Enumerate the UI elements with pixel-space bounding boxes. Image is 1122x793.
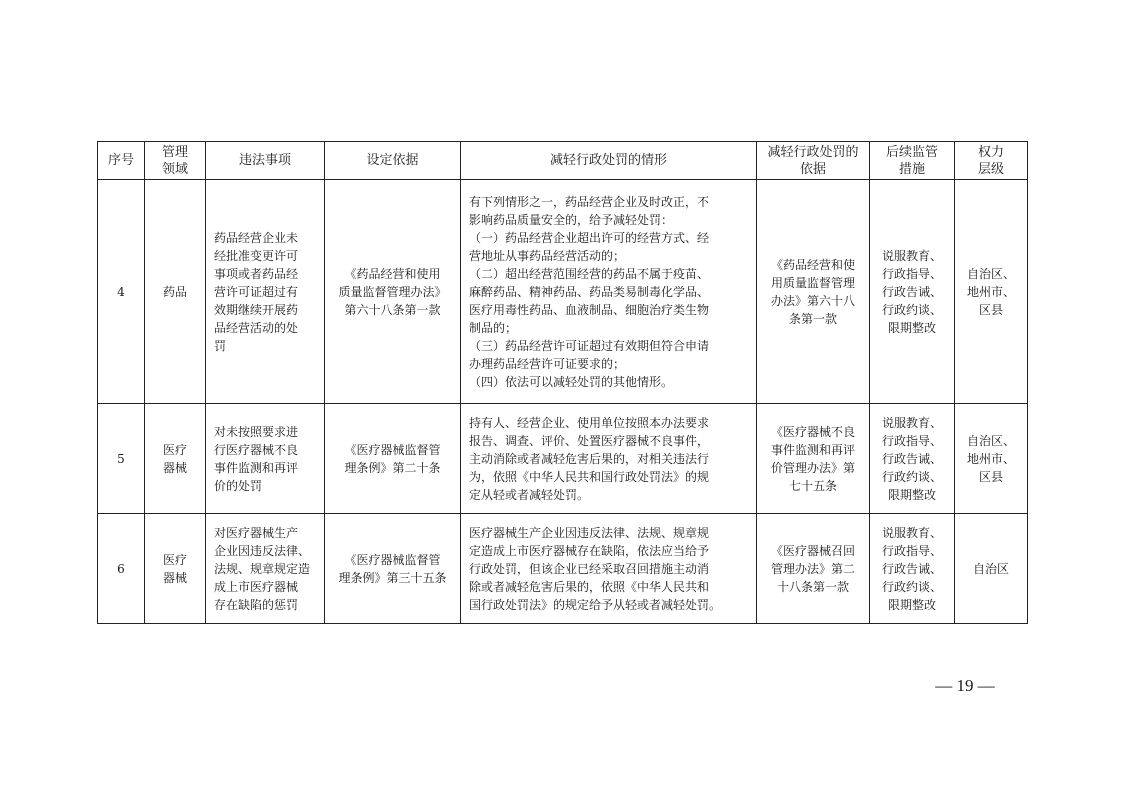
cell-domain (145, 180, 206, 404)
text-line: 十八条第一款 (776, 579, 849, 594)
text-line: 条第一款 (788, 311, 837, 326)
cell-circumstances (461, 404, 757, 514)
cell-no (98, 404, 145, 514)
text-line: （三）药品经营许可证超过有效期但符合申请 (469, 338, 710, 353)
mitigation-basis-text (757, 423, 869, 495)
text-line: 医疗用毒性药品、血液制品、细胞治疗类生物 (469, 302, 710, 317)
text-line: 违法事项 (238, 153, 291, 168)
cell-violation (206, 514, 325, 624)
text-line: 定从轻或者减轻处罚。 (469, 487, 590, 502)
text-line: 价的处罚 (214, 478, 263, 493)
text-line: 对未按照要求进 (214, 424, 299, 439)
text-line: 第六十八条第一款 (344, 302, 441, 317)
penalty-table (97, 141, 1028, 624)
text-line: 行政处罚，但该企业已经采取召回措施主动消 (469, 561, 710, 576)
cell-circumstances (461, 180, 757, 404)
text-line: 地州市、 (966, 284, 1015, 299)
header-no (98, 142, 145, 180)
circumstances-text (461, 193, 756, 391)
text-line: 效期继续开展药 (214, 302, 299, 317)
text-line: 说服教育、 (881, 525, 942, 540)
text-line: 主动消除或者减轻危害后果的，对相关违法行 (469, 451, 710, 466)
mitigation-basis-text (757, 256, 869, 328)
cell-domain (145, 514, 206, 624)
header-supervision (870, 142, 955, 180)
text-line: 地州市、 (966, 451, 1015, 466)
header-row (98, 142, 1028, 180)
text-line: 《药品经营和使 (770, 257, 855, 272)
level-text (955, 432, 1027, 486)
header-mitigation-basis (757, 142, 870, 180)
text-line: 品经营活动的处 (214, 320, 299, 335)
text-line: 办法》第六十八 (770, 293, 855, 308)
header-violation (206, 142, 325, 180)
text-line: 药品经营企业未 (214, 230, 299, 245)
cell-mitigation-basis (757, 180, 870, 404)
text-line: 办理药品经营许可证要求的； (469, 356, 626, 371)
domain-text (145, 441, 205, 477)
text-line: 器械 (162, 570, 187, 585)
text-line: 器械 (162, 460, 187, 475)
text-line: 营地址从事药品经营活动的； (469, 248, 626, 263)
level-text (955, 560, 1027, 578)
circumstances-text (461, 524, 756, 614)
text-line: （二）超出经营范围经营的药品不属于疫苗、 (469, 266, 710, 281)
text-line: 限期整改 (887, 320, 936, 335)
text-line: 事项或者药品经 (214, 266, 299, 281)
row-number: 6 (117, 561, 125, 576)
text-line: 领域 (161, 161, 188, 177)
text-line: 理条例》第二十条 (344, 460, 441, 475)
text-line: 减轻行政处罚的情形 (549, 153, 667, 168)
text-line: 法规、规章规定造 (214, 561, 311, 576)
basis-text (325, 441, 460, 477)
text-line: 后续监管 (885, 144, 938, 160)
text-line: 《医疗器械监督管 (344, 442, 441, 457)
text-line: 国行政处罚法》的规定给予从轻或者减轻处罚。 (469, 597, 722, 612)
text-line: 层级 (977, 161, 1004, 177)
text-line: 为，依照《中华人民共和国行政处罚法》的规 (469, 469, 710, 484)
text-line: 除或者减轻危害后果的，依照《中华人民共和 (469, 579, 710, 594)
text-line: 对医疗器械生产 (214, 525, 299, 540)
cell-domain (145, 404, 206, 514)
table-row (98, 514, 1028, 624)
supervision-text (870, 247, 954, 337)
mitigation-basis-text (757, 542, 869, 596)
text-line: 七十五条 (788, 478, 837, 493)
text-line: 价管理办法》第 (770, 460, 855, 475)
cell-no (98, 180, 145, 404)
text-line: 麻醉药品、精神药品、药品类易制毒化学品、 (469, 284, 710, 299)
row-number: 4 (117, 284, 125, 299)
text-line: 区县 (978, 302, 1003, 317)
violation-text (206, 524, 324, 614)
header-domain (145, 142, 206, 180)
text-line: 行政告诫、 (881, 284, 942, 299)
text-line: 企业因违反法律、 (214, 543, 311, 558)
text-line: 限期整改 (887, 597, 936, 612)
text-line: 行政约谈、 (881, 579, 942, 594)
cell-level (955, 514, 1028, 624)
text-line: 《医疗器械召回 (770, 543, 855, 558)
text-line: 序号 (107, 153, 134, 168)
cell-level (955, 404, 1028, 514)
circumstances-text (461, 414, 756, 504)
text-line: 有下列情形之一，药品经营企业及时改正，不 (469, 194, 710, 209)
cell-level (955, 180, 1028, 404)
domain-text (145, 551, 205, 587)
text-line: 理条例》第三十五条 (338, 570, 447, 585)
text-line: 《药品经营和使用 (344, 266, 441, 281)
text-line: 行政告诫、 (881, 451, 942, 466)
text-line: 限期整改 (887, 487, 936, 502)
table-row (98, 404, 1028, 514)
cell-no (98, 514, 145, 624)
text-line: 自治区、 (966, 266, 1015, 281)
text-line: 制品的； (469, 320, 518, 335)
text-line: 减轻行政处罚的 (767, 144, 859, 160)
cell-violation (206, 404, 325, 514)
text-line: 依据 (799, 161, 826, 177)
text-line: 管理办法》第二 (770, 561, 855, 576)
text-line: 医疗 (162, 442, 187, 457)
text-line: 行政指导、 (881, 433, 942, 448)
cell-supervision (870, 514, 955, 624)
text-line: 自治区 (972, 561, 1009, 576)
text-line: 事件监测和再评 (770, 442, 855, 457)
violation-text (206, 229, 324, 355)
cell-basis (325, 180, 461, 404)
basis-text (325, 265, 460, 319)
page-number: — 19 — (935, 676, 995, 695)
text-line: 行医疗器械不良 (214, 442, 299, 457)
cell-violation (206, 180, 325, 404)
cell-mitigation-basis (757, 514, 870, 624)
supervision-text (870, 414, 954, 504)
text-line: 事件监测和再评 (214, 460, 299, 475)
text-line: 区县 (978, 469, 1003, 484)
supervision-text (870, 524, 954, 614)
text-line: 罚 (214, 338, 227, 353)
text-line: 行政指导、 (881, 543, 942, 558)
text-line: 成上市医疗器械 (214, 579, 299, 594)
cell-basis (325, 404, 461, 514)
text-line: 医疗器械生产企业因违反法律、法规、规章规 (469, 525, 710, 540)
text-line: 说服教育、 (881, 415, 942, 430)
header-circumstances (461, 142, 757, 180)
table-body (98, 180, 1028, 624)
table-row (98, 180, 1028, 404)
cell-basis (325, 514, 461, 624)
text-line: 《医疗器械不良 (770, 424, 855, 439)
text-line: （一）药品经营企业超出许可的经营方式、经 (469, 230, 710, 245)
text-line: （四）依法可以减轻处罚的其他情形。 (469, 374, 674, 389)
row-number: 5 (117, 451, 125, 466)
text-line: 医疗 (162, 552, 187, 567)
text-line: 定造成上市医疗器械存在缺陷，依法应当给予 (469, 543, 710, 558)
text-line: 设定依据 (366, 153, 419, 168)
text-line: 药品 (162, 284, 187, 299)
text-line: 持有人、经营企业、使用单位按照本办法要求 (469, 415, 710, 430)
text-line: 管理 (161, 144, 188, 160)
cell-mitigation-basis (757, 404, 870, 514)
text-line: 存在缺陷的惩罚 (214, 597, 299, 612)
domain-text (145, 283, 205, 301)
text-line: 报告、调查、评价、处置医疗器械不良事件， (469, 433, 710, 448)
text-line: 行政告诫、 (881, 561, 942, 576)
header-level (955, 142, 1028, 180)
text-line: 质量监督管理办法》 (338, 284, 447, 299)
level-text (955, 265, 1027, 319)
cell-supervision (870, 404, 955, 514)
text-line: 措施 (898, 161, 925, 177)
text-line: 行政指导、 (881, 266, 942, 281)
text-line: 说服教育、 (881, 248, 942, 263)
text-line: 自治区、 (966, 433, 1015, 448)
text-line: 经批准变更许可 (214, 248, 299, 263)
violation-text (206, 423, 324, 495)
text-line: 行政约谈、 (881, 469, 942, 484)
text-line: 权力 (977, 144, 1004, 160)
text-line: 影响药品质量安全的，给予减轻处罚： (469, 212, 674, 227)
text-line: 行政约谈、 (881, 302, 942, 317)
text-line: 《医疗器械监督管 (344, 552, 441, 567)
text-line: 用质量监督管理 (770, 275, 855, 290)
cell-circumstances (461, 514, 757, 624)
basis-text (325, 551, 460, 587)
cell-supervision (870, 180, 955, 404)
text-line: 营许可证超过有 (214, 284, 299, 299)
header-basis (325, 142, 461, 180)
